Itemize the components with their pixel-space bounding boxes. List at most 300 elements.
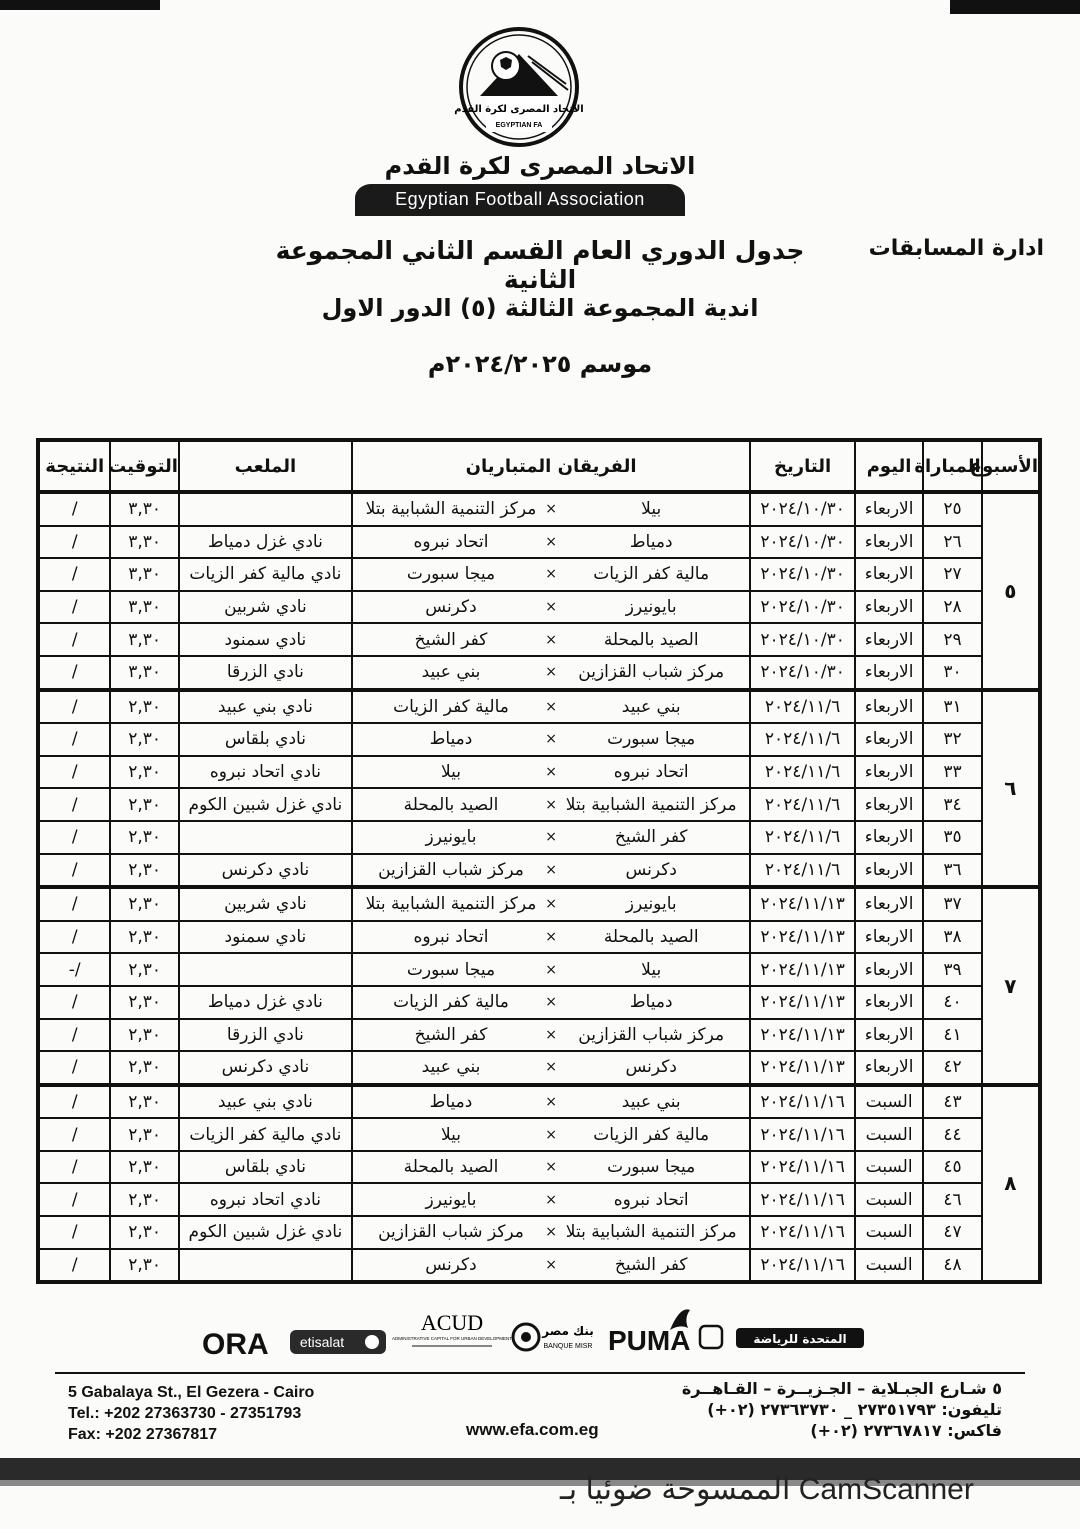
away-team: بايونيرز: [425, 1189, 477, 1210]
match-teams: [352, 921, 750, 954]
table-row: [38, 656, 1040, 690]
match-result: /: [38, 887, 110, 921]
table-row: [38, 623, 1040, 656]
table-row: [38, 1151, 1040, 1184]
phone-line: تليفون: ٢٧٣٥١٧٩٣ _ ٢٧٣٦٣٧٣٠ (٠٢+): [707, 1400, 1002, 1419]
home-team: بيلا: [641, 499, 662, 520]
away-team: بيلا: [440, 1124, 461, 1145]
vs-mark: ×: [545, 796, 557, 813]
match-result: /: [38, 788, 110, 821]
page-subtitle: اندية المجموعة الثالثة (٥) الدور الاول: [321, 294, 759, 322]
match-day: الاربعاء: [855, 821, 923, 854]
match-venue: نادي بلقاس: [179, 1151, 352, 1184]
match-time: ٢,٣٠: [110, 1216, 178, 1249]
match-day: السبت: [855, 1249, 923, 1283]
match-day: الاربعاء: [855, 953, 923, 986]
match-day: الاربعاء: [855, 921, 923, 954]
match-result: /: [38, 756, 110, 789]
fixtures-table: [36, 438, 1042, 1284]
column-header: الفريقان المتباريان: [352, 440, 750, 492]
match-venue: نادي الزرقا: [179, 1019, 352, 1052]
match-result: /: [38, 591, 110, 624]
match-date: ٢٠٢٤/١١/١٣: [750, 1051, 855, 1085]
match-venue: نادي غزل شبين الكوم: [179, 788, 352, 821]
match-venue: نادي مالية كفر الزيات: [179, 558, 352, 591]
match-venue: نادي بني عبيد: [179, 690, 352, 724]
match-result: /: [38, 690, 110, 724]
vs-mark: ×: [545, 1059, 557, 1076]
match-number: ٢٩: [923, 623, 981, 656]
vs-mark: ×: [545, 631, 557, 648]
match-date: ٢٠٢٤/١١/٦: [750, 756, 855, 789]
home-team: ميجا سبورت: [607, 729, 696, 750]
org-name-ar: الاتحاد المصرى لكرة القدم: [384, 152, 696, 180]
match-time: ٢,٣٠: [110, 690, 178, 724]
away-team: كفر الشيخ: [414, 1024, 488, 1045]
match-day: الاربعاء: [855, 690, 923, 724]
home-team: بني عبيد: [621, 696, 681, 717]
match-teams: [352, 788, 750, 821]
match-time: ٢,٣٠: [110, 1151, 178, 1184]
match-date: ٢٠٢٤/١١/١٦: [750, 1118, 855, 1151]
match-number: ٤٦: [923, 1183, 981, 1216]
table-row: [38, 1216, 1040, 1249]
home-team: الصيد بالمحلة: [603, 629, 699, 650]
svg-text:بنك مصر: بنك مصر: [542, 1324, 594, 1338]
week-cell: ٦: [982, 690, 1040, 888]
match-date: ٢٠٢٤/١٠/٣٠: [750, 591, 855, 624]
match-number: ٣١: [923, 690, 981, 724]
column-header: الملعب: [179, 440, 352, 492]
match-teams: [352, 1216, 750, 1249]
svg-text:etisalat: etisalat: [299, 1334, 345, 1350]
match-day: الاربعاء: [855, 591, 923, 624]
match-venue: نادي سمنود: [179, 623, 352, 656]
vs-mark: ×: [545, 1224, 557, 1241]
column-header: النتيجة: [38, 440, 110, 492]
match-venue: نادي غزل دمياط: [179, 526, 352, 559]
match-date: ٢٠٢٤/١٠/٣٠: [750, 656, 855, 690]
match-number: ٢٨: [923, 591, 981, 624]
match-time: ٢,٣٠: [110, 1118, 178, 1151]
match-date: ٢٠٢٤/١٠/٣٠: [750, 526, 855, 559]
match-time: ٢,٣٠: [110, 821, 178, 854]
match-teams: [352, 1118, 750, 1151]
match-day: الاربعاء: [855, 756, 923, 789]
home-team: مركز التنمية الشبابية بتلا: [565, 1222, 737, 1243]
table-row: [38, 1118, 1040, 1151]
table-row: [38, 1019, 1040, 1052]
vs-mark: ×: [545, 961, 557, 978]
home-team: كفر الشيخ: [614, 827, 688, 848]
table-row: [38, 986, 1040, 1019]
match-number: ٤٠: [923, 986, 981, 1019]
away-team: اتحاد نبروه: [413, 927, 489, 948]
org-name-en: Egyptian Football Association: [355, 184, 685, 216]
match-result: /: [38, 986, 110, 1019]
match-day: الاربعاء: [855, 1019, 923, 1052]
away-team: ميجا سبورت: [406, 564, 496, 585]
match-time: ٢,٣٠: [110, 1085, 178, 1119]
home-team: بني عبيد: [621, 1091, 681, 1112]
match-teams: [352, 756, 750, 789]
table-row: [38, 558, 1040, 591]
match-venue: نادي بلقاس: [179, 723, 352, 756]
table-row: [38, 756, 1040, 789]
page-title: جدول الدوري العام القسم الثاني المجموعة الثانية: [275, 236, 805, 294]
away-team: كفر الشيخ: [414, 629, 488, 650]
vs-mark: ×: [545, 731, 557, 748]
vs-mark: ×: [545, 501, 557, 518]
match-teams: [352, 986, 750, 1019]
match-number: ٢٥: [923, 492, 981, 526]
match-number: ٣٣: [923, 756, 981, 789]
match-venue: [179, 953, 352, 986]
match-time: ٣,٣٠: [110, 656, 178, 690]
match-result: /: [38, 921, 110, 954]
vs-mark: ×: [545, 1126, 557, 1143]
match-result: /: [38, 1216, 110, 1249]
match-number: ٣٨: [923, 921, 981, 954]
efa-logo-icon: [454, 26, 584, 148]
match-number: ٤٣: [923, 1085, 981, 1119]
match-time: ٣,٣٠: [110, 591, 178, 624]
match-day: الاربعاء: [855, 623, 923, 656]
vs-mark: ×: [545, 829, 557, 846]
match-venue: نادي بني عبيد: [179, 1085, 352, 1119]
match-venue: [179, 821, 352, 854]
scan-edge-mark: [950, 0, 1080, 14]
match-result: /: [38, 1118, 110, 1151]
match-number: ٤٤: [923, 1118, 981, 1151]
away-team: الصيد بالمحلة: [403, 1157, 499, 1178]
vs-mark: ×: [545, 861, 557, 878]
season-label: موسم ٢٠٢٤/٢٠٢٥م: [427, 350, 653, 378]
match-number: ٤٧: [923, 1216, 981, 1249]
match-time: ٣,٣٠: [110, 492, 178, 526]
address-ar: [682, 1378, 1002, 1441]
match-date: ٢٠٢٤/١١/٦: [750, 690, 855, 724]
match-date: ٢٠٢٤/١١/١٦: [750, 1151, 855, 1184]
match-result: /: [38, 492, 110, 526]
match-time: ٢,٣٠: [110, 756, 178, 789]
match-day: الاربعاء: [855, 723, 923, 756]
match-result: /: [38, 723, 110, 756]
away-team: بايونيرز: [425, 827, 477, 848]
match-teams: [352, 953, 750, 986]
table-row: [38, 526, 1040, 559]
week-cell: ٥: [982, 492, 1040, 690]
match-date: ٢٠٢٤/١٠/٣٠: [750, 492, 855, 526]
away-team: بيلا: [440, 762, 461, 783]
match-teams: [352, 1183, 750, 1216]
match-time: ٢,٣٠: [110, 1183, 178, 1216]
match-date: ٢٠٢٤/١١/١٣: [750, 921, 855, 954]
match-number: ٣٧: [923, 887, 981, 921]
home-team: بايونيرز: [625, 597, 677, 618]
home-team: بايونيرز: [625, 894, 677, 915]
home-team: اتحاد نبروه: [613, 762, 689, 783]
match-teams: [352, 854, 750, 888]
match-number: ٢٧: [923, 558, 981, 591]
away-team: الصيد بالمحلة: [403, 794, 499, 815]
vs-mark: ×: [545, 1093, 557, 1110]
match-date: ٢٠٢٤/١١/٦: [750, 821, 855, 854]
table-row: [38, 821, 1040, 854]
home-team: مركز التنمية الشبابية بتلا: [565, 794, 737, 815]
match-teams: [352, 558, 750, 591]
match-venue: [179, 492, 352, 526]
match-day: السبت: [855, 1085, 923, 1119]
match-teams: [352, 887, 750, 921]
match-teams: [352, 492, 750, 526]
away-team: مركز شباب القزازين: [378, 1222, 524, 1243]
match-time: ٢,٣٠: [110, 854, 178, 888]
match-result: /: [38, 526, 110, 559]
vs-mark: ×: [545, 1256, 557, 1273]
match-time: ٣,٣٠: [110, 623, 178, 656]
match-time: ٢,٣٠: [110, 887, 178, 921]
match-number: ٣٩: [923, 953, 981, 986]
match-time: ٣,٣٠: [110, 558, 178, 591]
match-teams: [352, 1249, 750, 1283]
match-venue: نادي سمنود: [179, 921, 352, 954]
column-header: اليوم: [855, 440, 923, 492]
home-team: مالية كفر الزيات: [593, 564, 710, 585]
home-team: دكرنس: [625, 859, 677, 880]
vs-mark: ×: [545, 599, 557, 616]
away-team: دمياط: [429, 1091, 473, 1112]
home-team: مركز شباب القزازين: [578, 1024, 725, 1045]
match-teams: [352, 1085, 750, 1119]
match-result: /: [38, 1183, 110, 1216]
match-date: ٢٠٢٤/١١/١٣: [750, 953, 855, 986]
table-row: [38, 921, 1040, 954]
camscanner-watermark: الممسوحة ضوئيا بـ CamScanner: [560, 1473, 974, 1506]
match-date: ٢٠٢٤/١١/١٦: [750, 1249, 855, 1283]
match-date: ٢٠٢٤/١١/١٦: [750, 1085, 855, 1119]
banque-misr-logo-icon: [513, 1324, 594, 1350]
table-row: [38, 690, 1040, 724]
match-date: ٢٠٢٤/١١/١٣: [750, 887, 855, 921]
match-teams: [352, 690, 750, 724]
away-team: مركز التنمية الشبابية بتلا: [365, 894, 537, 915]
match-result: /: [38, 1085, 110, 1119]
match-venue: نادي مالية كفر الزيات: [179, 1118, 352, 1151]
match-teams: [352, 821, 750, 854]
vs-mark: ×: [545, 533, 557, 550]
svg-text:ACUD: ACUD: [420, 1310, 484, 1335]
puma-logo-icon: [608, 1309, 690, 1356]
match-venue: نادي شربين: [179, 887, 352, 921]
svg-text:PUMA: PUMA: [608, 1325, 691, 1356]
match-day: الاربعاء: [855, 526, 923, 559]
address-line: 5 Gabalaya St., El Gezera - Cairo: [68, 1384, 315, 1401]
department-label: ادارة المسابقات: [868, 236, 1044, 261]
match-day: السبت: [855, 1118, 923, 1151]
match-time: ٢,٣٠: [110, 986, 178, 1019]
sponsor-logos: [200, 1300, 870, 1380]
svg-text:المتحدة للرياضة: المتحدة للرياضة: [753, 1332, 847, 1346]
match-teams: [352, 623, 750, 656]
match-result: /: [38, 623, 110, 656]
match-day: الاربعاء: [855, 1051, 923, 1085]
match-day: الاربعاء: [855, 854, 923, 888]
match-number: ٣٦: [923, 854, 981, 888]
match-teams: [352, 591, 750, 624]
column-header: التاريخ: [750, 440, 855, 492]
ora-logo-icon: [202, 1328, 269, 1361]
table-row: [38, 953, 1040, 986]
away-team: بني عبيد: [421, 1057, 481, 1078]
vs-mark: ×: [545, 1159, 557, 1176]
match-venue: نادي شربين: [179, 591, 352, 624]
match-result: /: [38, 558, 110, 591]
table-row: [38, 887, 1040, 921]
home-team: دكرنس: [625, 1057, 677, 1078]
table-header-row: [38, 440, 1040, 492]
match-date: ٢٠٢٤/١١/١٣: [750, 1019, 855, 1052]
footer-divider: [55, 1372, 1025, 1374]
match-time: ٢,٣٠: [110, 788, 178, 821]
match-venue: نادي الزرقا: [179, 656, 352, 690]
svg-text:EGYPTIAN FA: EGYPTIAN FA: [495, 122, 543, 129]
match-day: الاربعاء: [855, 986, 923, 1019]
table-row: [38, 591, 1040, 624]
address-en: [68, 1382, 314, 1445]
phone-line: Tel.: +202 27363730 - 27351793: [68, 1405, 302, 1422]
match-number: ٤٨: [923, 1249, 981, 1283]
week-cell: ٧: [982, 887, 1040, 1085]
match-date: ٢٠٢٤/١١/١٦: [750, 1216, 855, 1249]
home-team: دمياط: [629, 531, 673, 552]
column-header: الأسبوع: [982, 440, 1040, 492]
away-team: اتحاد نبروه: [413, 531, 489, 552]
svg-text:BANQUE MISR: BANQUE MISR: [543, 1343, 593, 1350]
home-team: ميجا سبورت: [607, 1157, 696, 1178]
table-row: [38, 788, 1040, 821]
column-header: المباراة: [923, 440, 981, 492]
home-team: كفر الشيخ: [614, 1254, 688, 1275]
home-team: بيلا: [641, 959, 662, 980]
match-teams: [352, 656, 750, 690]
match-venue: نادي غزل دمياط: [179, 986, 352, 1019]
match-result: /: [38, 1249, 110, 1283]
away-team: مركز شباب القزازين: [378, 859, 524, 880]
match-day: الاربعاء: [855, 656, 923, 690]
match-result: /: [38, 821, 110, 854]
vs-mark: ×: [545, 664, 557, 681]
table-row: [38, 492, 1040, 526]
away-team: مالية كفر الزيات: [393, 992, 509, 1013]
match-teams: [352, 1151, 750, 1184]
svg-text:الاتحاد المصرى لكرة القدم: الاتحاد المصرى لكرة القدم: [454, 104, 584, 115]
match-day: الاربعاء: [855, 788, 923, 821]
match-venue: نادي دكرنس: [179, 854, 352, 888]
match-teams: [352, 723, 750, 756]
match-result: /: [38, 1051, 110, 1085]
match-time: ٢,٣٠: [110, 1019, 178, 1052]
vs-mark: ×: [545, 994, 557, 1011]
table-row: [38, 1249, 1040, 1283]
week-cell: ٨: [982, 1085, 1040, 1283]
table-row: [38, 1051, 1040, 1085]
match-time: ٢,٣٠: [110, 1249, 178, 1283]
away-team: مركز التنمية الشبابية بتلا: [365, 499, 537, 520]
away-team: ميجا سبورت: [406, 959, 496, 980]
away-team: دكرنس: [425, 597, 477, 618]
vs-mark: ×: [545, 764, 557, 781]
match-number: ٤١: [923, 1019, 981, 1052]
table-row: [38, 854, 1040, 888]
match-date: ٢٠٢٤/١٠/٣٠: [750, 558, 855, 591]
vs-mark: ×: [545, 566, 557, 583]
match-day: السبت: [855, 1216, 923, 1249]
away-team: دكرنس: [425, 1254, 477, 1275]
match-date: ٢٠٢٤/١١/٦: [750, 788, 855, 821]
vs-mark: ×: [545, 1191, 557, 1208]
fax-line: Fax: +202 27367817: [68, 1426, 218, 1443]
match-day: الاربعاء: [855, 492, 923, 526]
table-row: [38, 1183, 1040, 1216]
address-line: ٥ شـارع الجبـلاية – الجـزيــرة – القـاهــرة: [681, 1379, 1002, 1398]
match-number: ٣٥: [923, 821, 981, 854]
away-team: بني عبيد: [421, 662, 481, 683]
match-teams: [352, 1019, 750, 1052]
match-time: ٣,٣٠: [110, 526, 178, 559]
column-header: التوقيت: [110, 440, 178, 492]
home-team: مالية كفر الزيات: [593, 1124, 710, 1145]
website-link[interactable]: www.efa.com.eg: [466, 1420, 599, 1439]
match-day: السبت: [855, 1183, 923, 1216]
match-time: ٢,٣٠: [110, 1051, 178, 1085]
match-date: ٢٠٢٤/١١/١٦: [750, 1183, 855, 1216]
match-number: ٤٢: [923, 1051, 981, 1085]
match-venue: نادي اتحاد نبروه: [179, 756, 352, 789]
table-row: [38, 1085, 1040, 1119]
match-day: الاربعاء: [855, 558, 923, 591]
acud-logo-icon: [392, 1310, 512, 1346]
match-number: ٣٠: [923, 656, 981, 690]
home-team: مركز شباب القزازين: [578, 662, 725, 683]
match-venue: [179, 1249, 352, 1283]
mutaheda-logo-icon: [700, 1326, 864, 1348]
away-team: دمياط: [429, 729, 473, 750]
match-number: ٢٦: [923, 526, 981, 559]
match-day: الاربعاء: [855, 887, 923, 921]
fax-line: فاكس: ٢٧٣٦٧٨١٧ (٠٢+): [810, 1421, 1002, 1440]
match-number: ٤٥: [923, 1151, 981, 1184]
match-date: ٢٠٢٤/١٠/٣٠: [750, 623, 855, 656]
match-result: /: [38, 656, 110, 690]
vs-mark: ×: [545, 929, 557, 946]
match-teams: [352, 1051, 750, 1085]
match-venue: نادي اتحاد نبروه: [179, 1183, 352, 1216]
match-result: /-: [38, 953, 110, 986]
home-team: الصيد بالمحلة: [603, 927, 699, 948]
vs-mark: ×: [545, 1026, 557, 1043]
match-time: ٢,٣٠: [110, 921, 178, 954]
vs-mark: ×: [545, 896, 557, 913]
match-day: السبت: [855, 1151, 923, 1184]
match-venue: نادي دكرنس: [179, 1051, 352, 1085]
vs-mark: ×: [545, 698, 557, 715]
match-result: /: [38, 1019, 110, 1052]
etisalat-logo-icon: [290, 1330, 386, 1354]
match-time: ٢,٣٠: [110, 953, 178, 986]
match-date: ٢٠٢٤/١١/١٣: [750, 986, 855, 1019]
home-team: دمياط: [629, 992, 673, 1013]
